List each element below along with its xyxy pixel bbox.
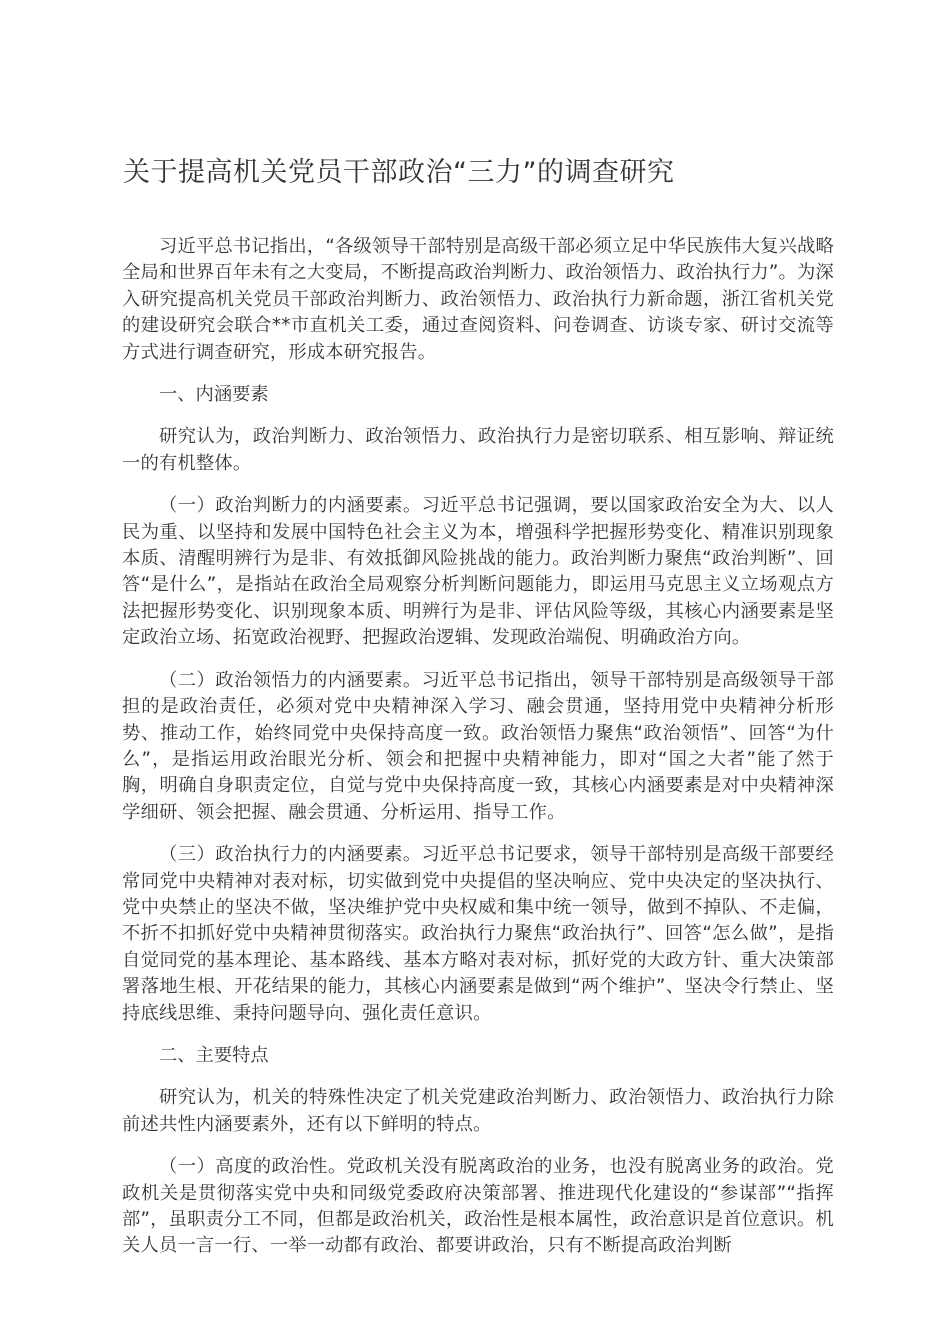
- paragraph-comprehension: （二）政治领悟力的内涵要素。习近平总书记指出，领导干部特别是高级领导干部担的是政治责任，必须对党中央精神深入学习、融会贯通，坚持用党中央精神分析形势、推动工作，始终同党中央保持高度一致。政治领悟力聚焦“政治领悟”、回答“为什么”，是指运用政治眼光分析、领会和把握中央精神能力，即对“国之大者”能了然于胸，明确自身职责定位，自觉与党中央保持高度一致，其核心内涵要素是对中央精神深学细研、领会把握、融会贯通、分析运用、指导工作。: [122, 669, 834, 823]
- paragraph-execution: （三）政治执行力的内涵要素。习近平总书记要求，领导干部特别是高级干部要经常同党中央精神对表对标，切实做到党中央提倡的坚决响应、党中央决定的坚决执行、党中央禁止的坚决不做，坚决维护党中央权威和集中统一领导，做到不掉队、不走偏，不折不扣抓好党中央精神贯彻落实。政治执行力聚焦“政治执行”、回答“怎么做”，是指自觉同党的基本理论、基本路线、基本方略对表对标，抓好党的大政方针、重大决策部署落地生根、开花结果的能力，其核心内涵要素是做到“两个维护”、坚决令行禁止、坚持底线思维、秉持问题导向、强化责任意识。: [122, 844, 834, 1024]
- paragraph-judgment: （一）政治判断力的内涵要素。习近平总书记强调，要以国家政治安全为大、以人民为重、以坚持和发展中国特色社会主义为本，增强科学把握形势变化、精准识别现象本质、清醒明辨行为是非、有效抵御风险挑战的能力。政治判断力聚焦“政治判断”、回答“是什么”，是指站在政治全局观察分析判断问题能力，即运用马克思主义立场观点方法把握形势变化、识别现象本质、明辨行为是非、评估风险等级，其核心内涵要素是坚定政治立场、拓宽政治视野、把握政治逻辑、发现政治端倪、明确政治方向。: [122, 495, 834, 649]
- paragraph-section2-summary: 研究认为，机关的特殊性决定了机关党建政治判断力、政治领悟力、政治执行力除前述共性内涵要素外，还有以下鲜明的特点。: [122, 1087, 834, 1135]
- paragraph-intro: 习近平总书记指出，“各级领导干部特别是高级干部必须立足中华民族伟大复兴战略全局和世界百年未有之大变局，不断提高政治判断力、政治领悟力、政治执行力”。为深入研究提高机关党员干部政治判断力、政治领悟力、政治执行力新命题，浙江省机关党的建设研究会联合**市直机关工委，通过查阅资料、问卷调查、访谈专家、研讨交流等方式进行调查研究，形成本研究报告。: [122, 236, 834, 363]
- document-body: [122, 234, 834, 1276]
- section-heading-1: 一、内涵要素: [159, 384, 269, 406]
- paragraph-section1-summary: 研究认为，政治判断力、政治领悟力、政治执行力是密切联系、相互影响、辩证统一的有机整体。: [122, 426, 834, 474]
- page-title: 关于提高机关党员干部政治“三力”的调查研究: [123, 157, 675, 188]
- section-heading-2: 二、主要特点: [159, 1044, 269, 1066]
- paragraph-political-nature: （一）高度的政治性。党政机关没有脱离政治的业务，也没有脱离业务的政治。党政机关是贯彻落实党中央和同级党委政府决策部署、推进现代化建设的“参谋部”“指挥部”，虽职责分工不同，但都是政治机关，政治性是根本属性，政治意识是首位意识。机关人员一言一行、一举一动都有政治、都要讲政治，只有不断提高政治判断: [122, 1156, 834, 1257]
